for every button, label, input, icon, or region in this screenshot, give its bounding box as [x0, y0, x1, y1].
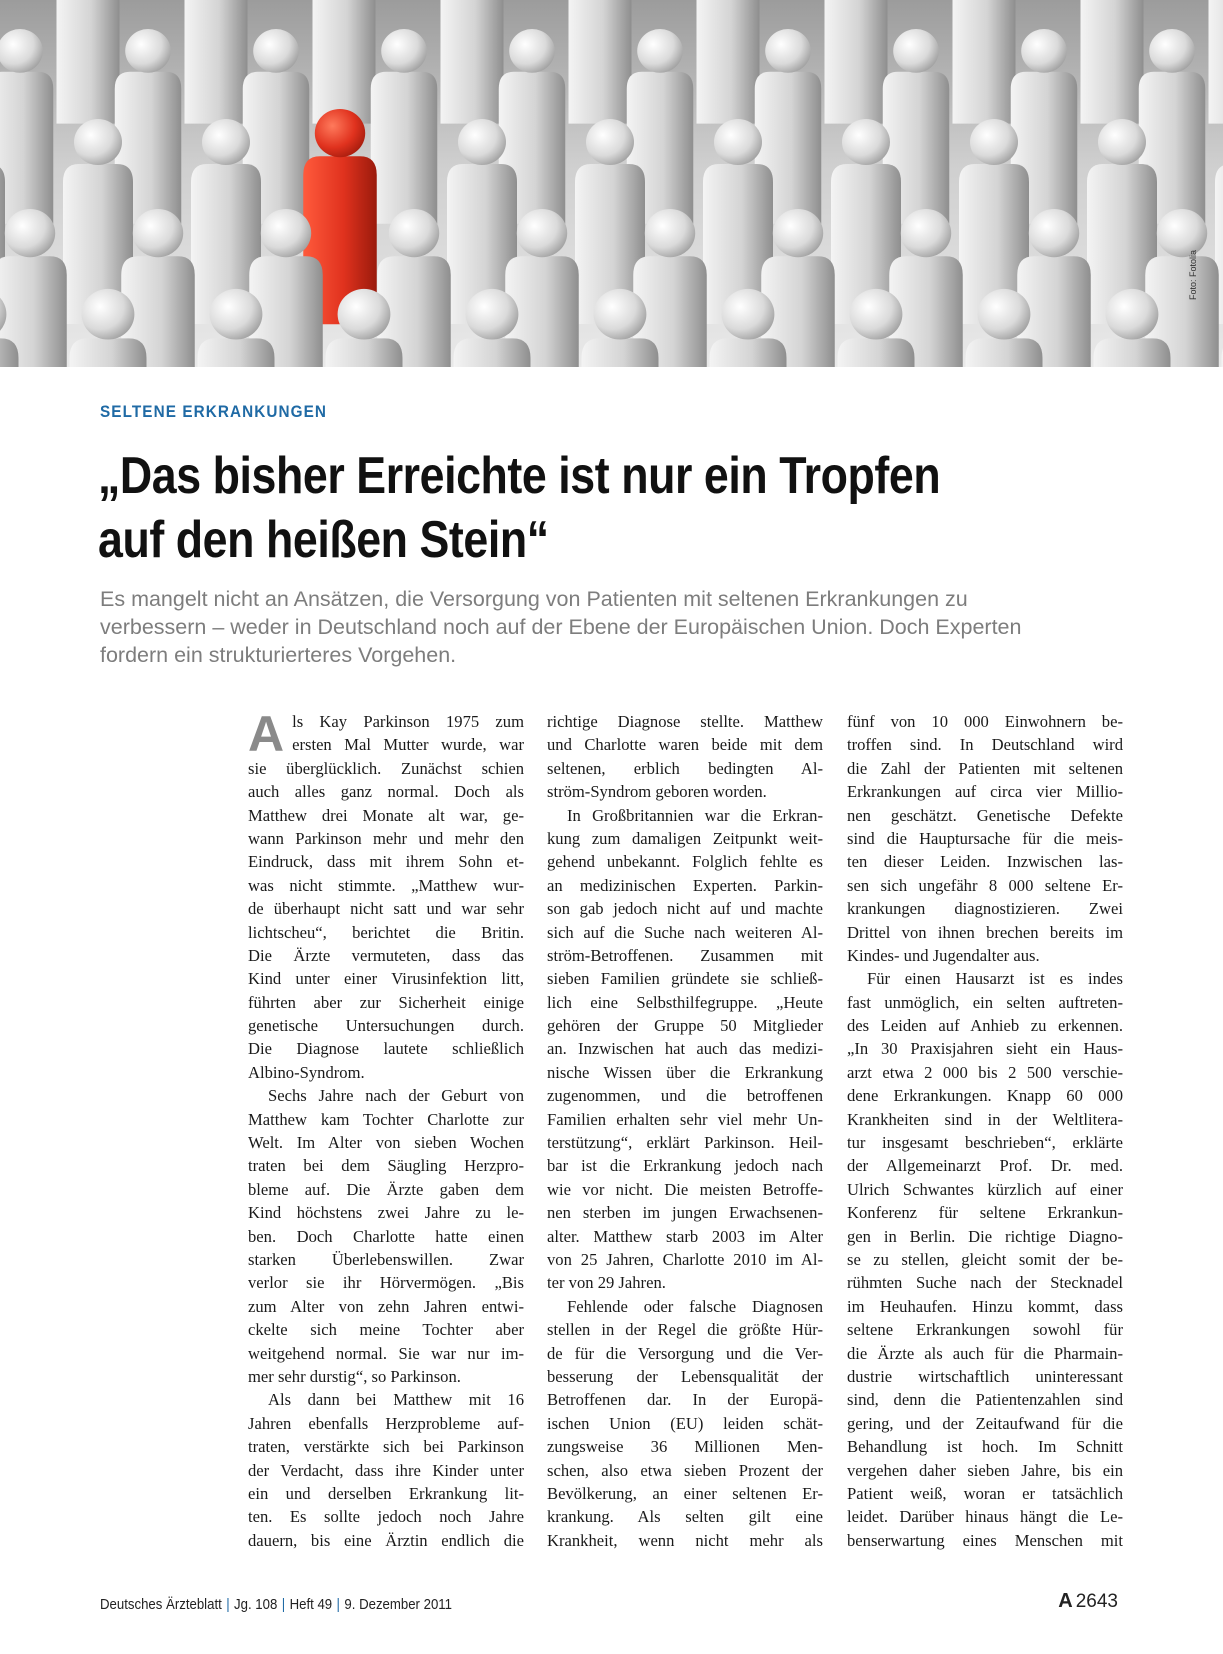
text-line: richtige Diagnose stellte. Matthew: [547, 712, 823, 731]
text-line: stellen in der Regel die größte Hür-: [547, 1320, 823, 1340]
text-line: Betroffenen dar. In der Europä-: [547, 1390, 823, 1410]
grey-figure: [569, 0, 632, 124]
text-line: Jahren ebenfalls Herzprobleme auf-: [248, 1413, 524, 1433]
text-line: ten. Es sollte jedoch noch Jahre: [248, 1507, 524, 1527]
page-number-value: 2643: [1075, 1591, 1118, 1612]
text-line: traten bei dem Säugling Herzpro-: [248, 1156, 524, 1176]
text-line: Die Ärzte vermuteten, dass das: [248, 945, 524, 965]
journal-volume: Jg. 108: [234, 1596, 278, 1613]
text-line: fünf von 10 000 Einwohnern be-: [847, 712, 1123, 731]
text-line: Ulrich Schwantes kürzlich auf einer: [847, 1179, 1123, 1199]
text-line: ckelte sich meine Tochter aber: [248, 1320, 524, 1340]
text-line: seltene Erkrankungen sowohl für: [847, 1320, 1123, 1340]
text-line: ls Kay Parkinson 1975 zum: [292, 712, 524, 731]
text-line: se zu stellen, gleicht somit der be-: [847, 1249, 1123, 1269]
text-line: dauern, bis eine Ärztin endlich die: [248, 1530, 524, 1550]
text-line: Patient weiß, woran er tatsächlich: [847, 1483, 1123, 1503]
journal-date: 9. Dezember 2011: [344, 1596, 453, 1613]
text-line: Für einen Hausarzt ist es indes: [867, 969, 1123, 989]
text-line: was nicht stimmte. „Matthew wur-: [248, 875, 524, 895]
text-line: Kindes- und Jugendalter aus.: [847, 945, 1040, 965]
text-line: sen sich ungefähr 8 000 seltene Er-: [847, 875, 1123, 895]
text-line: ersten Mal Mutter wurde, war: [292, 735, 524, 755]
text-line: In Großbritannien war die Erkran-: [567, 805, 823, 825]
text-line: Albino-Syndrom.: [248, 1062, 365, 1082]
text-line: sich auf die Suche nach weiteren Al-: [547, 922, 823, 942]
text-line: an medizinischen Experten. Parkin-: [547, 875, 823, 895]
text-column-1: [248, 706, 524, 1552]
text-line: leidet. Darüber hinaus hängt die Le-: [847, 1507, 1123, 1527]
text-line: ischen Union (EU) leiden schät-: [547, 1413, 823, 1433]
text-line: Als dann bei Matthew mit 16: [268, 1390, 524, 1410]
text-line: arzt etwa 2 000 bis 2 500 verschie-: [847, 1062, 1123, 1082]
title-line: auf den heißen Stein“: [98, 511, 549, 569]
article-title: [98, 444, 1053, 572]
text-line: und Charlotte waren beide mit dem: [547, 735, 823, 755]
text-line: mer sehr durstig“, so Parkinson.: [248, 1366, 461, 1386]
text-line: Drittel von ihnen brechen bereits im: [847, 922, 1123, 942]
text-line: Eindruck, dass mit ihrem Sohn et-: [248, 852, 524, 872]
grey-figure: [825, 0, 888, 124]
text-line: auch alles ganz normal. Doch als: [248, 782, 524, 802]
text-line: ter von 29 Jahren.: [547, 1273, 666, 1293]
text-line: sie überglücklich. Zunächst schien: [248, 758, 524, 778]
drop-cap: A: [248, 706, 285, 762]
text-line: der Verdacht, dass ihre Kinder unter: [248, 1460, 524, 1480]
lead-line: fordern ein strukturierteres Vorgehen.: [100, 643, 457, 667]
text-line: gehend unbekannt. Folglich fehlte es: [547, 852, 823, 872]
page-footer: [100, 1596, 452, 1613]
text-line: Erkrankungen auf circa vier Millio-: [847, 782, 1123, 802]
text-line: Konferenz für seltene Erkrankun-: [847, 1203, 1123, 1223]
text-line: sind die Hauptursache für die meis-: [847, 828, 1123, 848]
text-line: Kind unter einer Virusinfektion litt,: [248, 969, 524, 989]
text-line: die Zahl der Patienten mit seltenen: [847, 758, 1123, 778]
grey-figure: [441, 0, 504, 124]
grey-figure: [313, 0, 376, 124]
text-line: verlor sie ihr Hörvermögen. „Bis: [248, 1273, 524, 1293]
text-line: krankungen diagnostizieren. Zwei: [847, 899, 1123, 919]
text-line: terstützung“, erklärt Parkinson. Heil-: [547, 1133, 823, 1153]
text-line: Matthew drei Monate alt war, ge-: [248, 805, 524, 825]
page-number: [1058, 1590, 1118, 1613]
text-line: Die Diagnose lautete schließlich: [248, 1039, 524, 1059]
text-line: gering, und der Zeitaufwand für die: [847, 1413, 1123, 1433]
article-lead: [100, 585, 1140, 669]
text-line: der Allgemeinarzt Prof. Dr. med.: [847, 1156, 1123, 1176]
grey-figure: [185, 0, 248, 124]
text-line: Krankheit, wenn nicht mehr als: [547, 1530, 823, 1550]
text-line: besserung der Lebensqualität der: [547, 1366, 823, 1386]
text-line: seltenen, erblich bedingten Al-: [547, 758, 823, 778]
grey-figure: [1209, 0, 1223, 124]
text-line: nische Wissen über die Erkrankung: [547, 1062, 823, 1082]
text-line: weitgehend normal. Sie war nur im-: [248, 1343, 524, 1363]
text-line: führten aber zur Sicherheit einige: [248, 992, 524, 1012]
text-line: ten dieser Leiden. Inzwischen las-: [847, 852, 1123, 872]
grey-figure: [57, 0, 120, 124]
text-line: bar ist die Erkrankung jedoch nach: [547, 1156, 823, 1176]
text-line: de überhaupt nicht satt und war sehr: [248, 899, 524, 919]
text-line: Matthew kam Tochter Charlotte zur: [248, 1109, 524, 1129]
text-line: ström-Betroffenen. Zusammen mit: [547, 945, 823, 965]
text-line: starken Überlebenswillen. Zwar: [248, 1249, 524, 1269]
text-line: nen geschätzt. Genetische Defekte: [847, 805, 1123, 825]
text-line: wann Parkinson mehr und mehr den: [248, 828, 524, 848]
text-line: zum Alter von zehn Jahren entwi-: [248, 1296, 524, 1316]
section-kicker: SELTENE ERKRANKUNGEN: [100, 402, 328, 421]
grey-figure: [953, 0, 1016, 124]
title-line: „Das bisher Erreichte ist nur ein Tropfen: [98, 447, 941, 505]
text-column-3: [847, 710, 1123, 1552]
text-line: ein und derselben Erkrankung lit-: [248, 1483, 524, 1503]
text-line: nen sterben im jungen Erwachsenen-: [547, 1203, 823, 1223]
text-line: lich eine Selbsthilfegruppe. „Heute: [547, 992, 823, 1012]
text-line: wie vor nicht. Die meisten Betroffe-: [547, 1179, 823, 1199]
page-prefix: A: [1058, 1590, 1073, 1612]
text-line: schen, also etwa sieben Prozent der: [547, 1460, 823, 1480]
text-line: gen in Berlin. Die richtige Diagno-: [847, 1226, 1123, 1246]
text-line: Krankheiten sind in der Weltlitera-: [847, 1109, 1123, 1129]
text-line: Welt. Im Alter von sieben Wochen: [248, 1133, 524, 1153]
text-line: ben. Doch Charlotte hatte einen: [248, 1226, 524, 1246]
text-line: son gab jedoch nicht auf und machte: [547, 899, 823, 919]
grey-figure: [1081, 0, 1144, 124]
text-line: rühmten Suche nach der Stecknadel: [847, 1273, 1123, 1293]
text-line: die Ärzte als auch für die Pharmain-: [847, 1343, 1123, 1363]
text-line: Fehlende oder falsche Diagnosen: [567, 1296, 823, 1316]
text-line: dustrie wirtschaftlich uninteressant: [847, 1366, 1123, 1386]
text-line: troffen sind. In Deutschland wird: [847, 735, 1123, 755]
grey-figure: [697, 0, 760, 124]
text-line: zungsweise 36 Millionen Men-: [547, 1437, 823, 1457]
hero-image: [0, 0, 1223, 367]
crowd-figures-illustration: [0, 0, 1223, 367]
lead-line: Es mangelt nicht an Ansätzen, die Versorgung von Patienten mit seltenen Erkrankungen zu: [100, 587, 968, 611]
text-line: des Leiden auf Anhieb zu erkennen.: [847, 1016, 1123, 1036]
text-line: krankung. Als selten gilt eine: [547, 1507, 823, 1527]
text-line: traten, verstärkte sich bei Parkinson: [248, 1437, 524, 1457]
text-line: von 25 Jahren, Charlotte 2010 im Al-: [547, 1249, 823, 1269]
journal-issue: Heft 49: [289, 1596, 333, 1613]
text-line: tur insgesamt beschrieben“, erklärte: [847, 1133, 1123, 1153]
text-line: zugenommen, und die betroffenen: [547, 1086, 823, 1106]
text-line: Bevölkerung, an einer seltenen Er-: [547, 1483, 823, 1503]
footer-separator: |: [226, 1596, 230, 1613]
photo-credit: Foto: Fotolia: [1188, 249, 1198, 300]
text-line: lichtscheu“, berichtet die Britin.: [248, 922, 524, 942]
text-line: Familien erhalten sehr viel mehr Un-: [547, 1109, 823, 1129]
text-line: sind, denn die Patientenzahlen sind: [847, 1390, 1123, 1410]
text-line: „In 30 Praxisjahren sieht ein Haus-: [847, 1039, 1123, 1059]
text-line: an. Inzwischen hat auch das medizi-: [547, 1039, 823, 1059]
text-line: sieben Familien gründete sie schließ-: [547, 969, 823, 989]
text-line: ström-Syndrom geboren worden.: [547, 782, 767, 802]
lead-line: verbessern – weder in Deutschland noch auf der Ebene der Europäischen Union. Doch Experten: [100, 615, 1022, 639]
footer-separator: |: [336, 1596, 340, 1613]
text-column-2: [547, 710, 823, 1552]
text-line: im Heuhaufen. Hinzu kommt, dass: [847, 1296, 1123, 1316]
text-line: alter. Matthew starb 2003 im Alter: [547, 1226, 823, 1246]
grey-figure: [371, 29, 438, 224]
grey-figure: [0, 29, 53, 224]
text-line: kung zum damaligen Zeitpunkt weit-: [547, 828, 823, 848]
text-line: fast unmöglich, ein selten auftreten-: [847, 992, 1123, 1012]
text-line: dene Erkrankungen. Knapp 60 000: [847, 1086, 1123, 1106]
footer-separator: |: [281, 1596, 286, 1613]
text-line: genetische Untersuchungen durch.: [248, 1016, 524, 1036]
text-line: Kind höchstens zwei Jahre zu le-: [248, 1203, 524, 1223]
text-line: Behandlung ist hoch. Im Schnitt: [847, 1437, 1123, 1457]
journal-name: Deutsches Ärzteblatt: [100, 1596, 222, 1613]
text-line: de für die Versorgung und die Ver-: [547, 1343, 823, 1363]
text-line: gehören der Gruppe 50 Mitglieder: [547, 1016, 823, 1036]
text-line: bleme auf. Die Ärzte gaben dem: [248, 1179, 524, 1199]
text-line: Sechs Jahre nach der Geburt von: [268, 1086, 524, 1106]
text-line: vergehen daher sieben Jahre, bis ein: [847, 1460, 1123, 1480]
text-line: benserwartung eines Menschen mit: [847, 1530, 1123, 1550]
